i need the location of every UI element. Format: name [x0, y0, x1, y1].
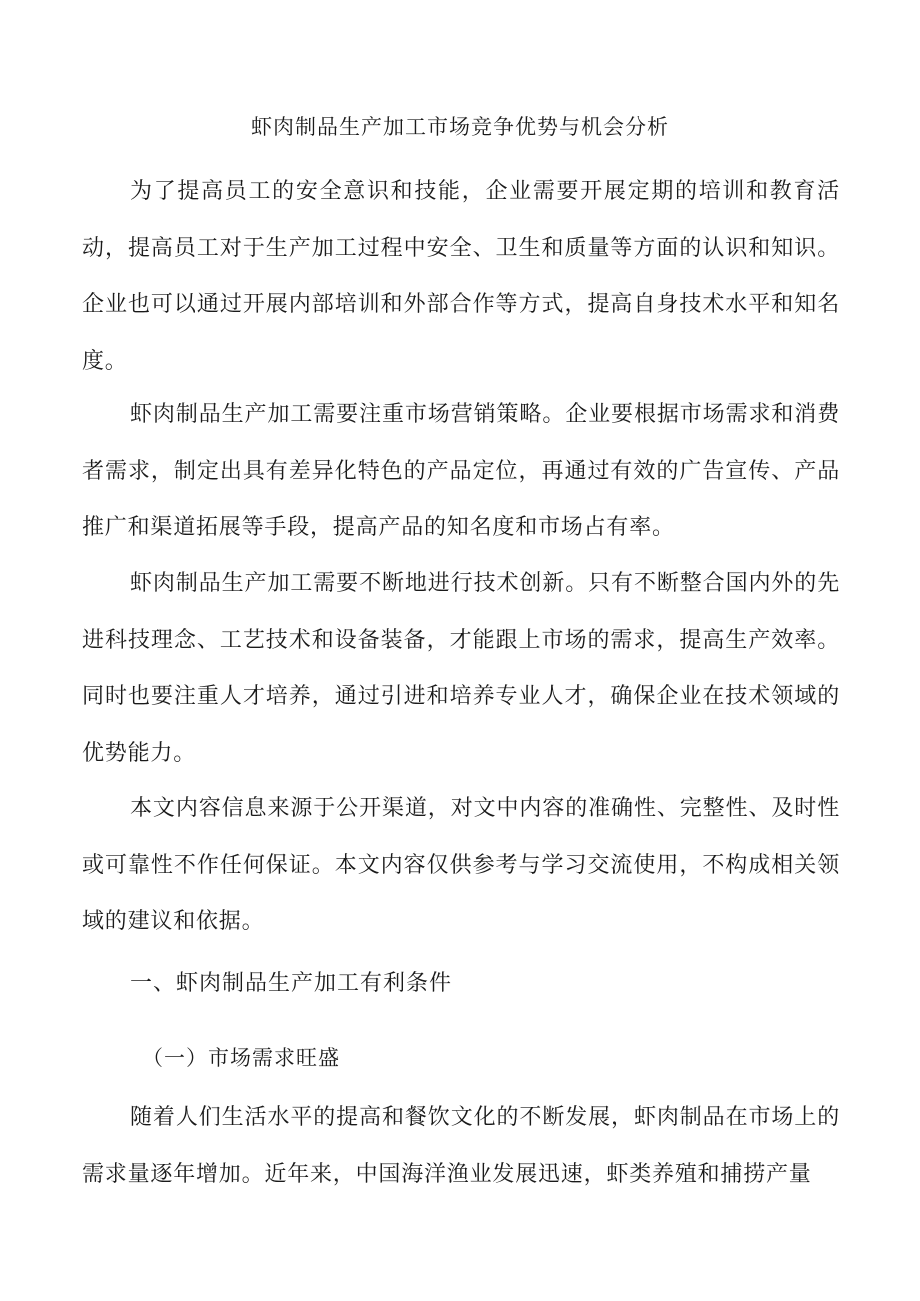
- paragraph-market-demand: 随着人们生活水平的提高和餐饮文化的不断发展，虾肉制品在市场上的需求量逐年增加。近年来，中国海洋渔业发展迅速，虾类养殖和捕捞产量: [82, 1105, 840, 1187]
- paragraph-technical-innovation: 虾肉制品生产加工需要不断地进行技术创新。只有不断整合国内外的先进科技理念、工艺技术和设备装备，才能跟上市场的需求，提高生产效率。同时也要注重人才培养，通过引进和培养专业人才，确保企业在技术领域的优势能力。: [82, 571, 840, 766]
- section-heading: 一、虾肉制品生产加工有利条件: [130, 971, 453, 996]
- paragraph-staff-training: 为了提高员工的安全意识和技能，企业需要开展定期的培训和教育活动，提高员工对于生产加工过程中安全、卫生和质量等方面的认识和知识。企业也可以通过开展内部培训和外部合作等方式，提高自身技术水平和知名度。: [82, 179, 840, 374]
- paragraph-disclaimer: 本文内容信息来源于公开渠道，对文中内容的准确性、完整性、及时性或可靠性不作任何保证。本文内容仅供参考与学习交流使用，不构成相关领域的建议和依据。: [82, 796, 840, 934]
- document-title: 虾肉制品生产加工市场竞争优势与机会分析: [251, 115, 669, 139]
- subsection-heading: （一）市场需求旺盛: [142, 1046, 340, 1070]
- paragraph-marketing-strategy: 虾肉制品生产加工需要注重市场营销策略。企业要根据市场需求和消费者需求，制定出具有差异化特色的产品定位，再通过有效的广告宣传、产品推广和渠道拓展等手段，提高产品的知名度和市场占有率。: [82, 402, 840, 540]
